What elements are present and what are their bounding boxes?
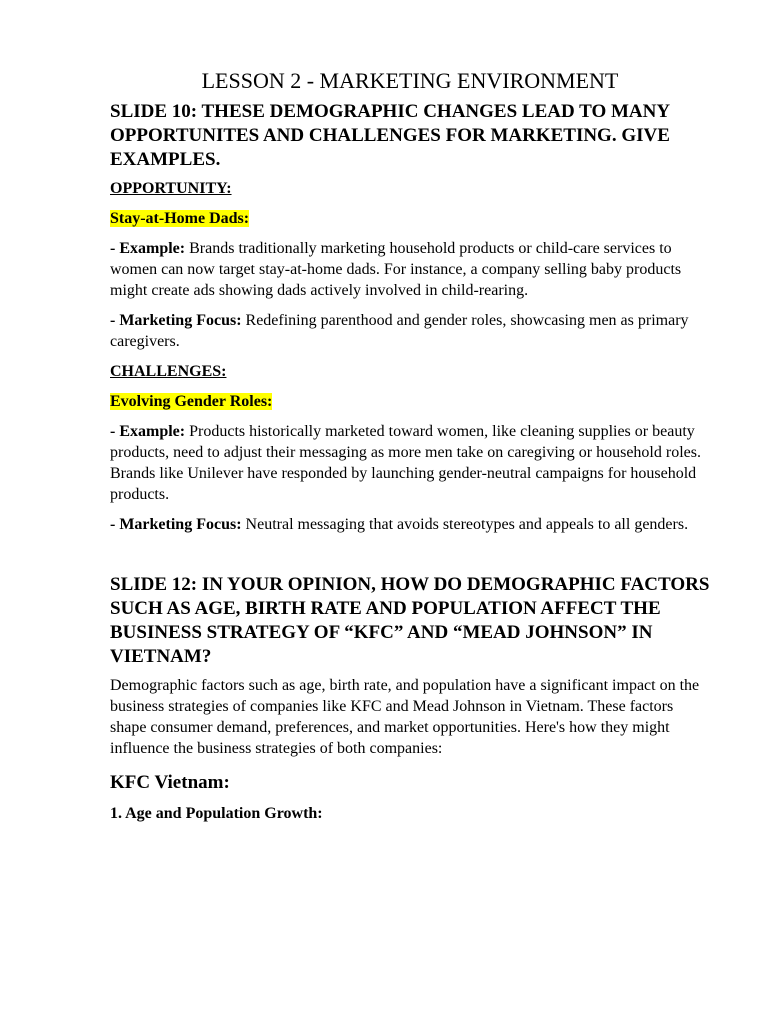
page-title: LESSON 2 - MARKETING ENVIRONMENT <box>201 68 619 93</box>
challenges-focus-text: Neutral messaging that avoids stereotypes and appeals to all genders. <box>241 516 689 533</box>
opportunity-topic: Stay-at-Home Dads: <box>110 210 250 227</box>
challenges-focus <box>110 514 710 535</box>
challenges-topic-paragraph <box>110 391 710 412</box>
document-page <box>110 66 710 833</box>
point-1-heading: 1. Age and Population Growth: <box>110 805 323 822</box>
slide-12-heading: SLIDE 12: IN YOUR OPINION, HOW DO DEMOGRAPHIC FACTORS SUCH AS AGE, BIRTH RATE AND POPULATION AFFECT THE BUSINESS STRATEGY OF “KFC” AND “MEAD JOHNSON” IN VIETNAM? <box>110 574 710 667</box>
opportunity-example-label: - Example: <box>110 240 186 257</box>
opportunity-focus <box>110 310 710 352</box>
opportunity-focus-label: - Marketing Focus: <box>110 312 242 329</box>
opportunity-focus-text: Redefining parenthood and gender roles, showcasing men as primary caregivers. <box>110 312 689 350</box>
opportunity-topic-paragraph <box>110 208 710 229</box>
challenges-example-text: Products historically marketed toward women, like cleaning supplies or beauty products, need to adjust their messaging as more men take on caregiving or household roles. Brands like Unilever have responded by launching gender-neutral campaigns for household products. <box>110 423 701 503</box>
slide-12-intro: Demographic factors such as age, birth rate, and population have a significant impact on the business strategies of companies like KFC and Mead Johnson in Vietnam. These factors shape consumer demand, preferences, and market opportunities. Here's how they might influence the business strategies of both companies: <box>110 677 700 757</box>
opportunity-example <box>110 238 710 301</box>
challenges-focus-label: - Marketing Focus: <box>110 516 242 533</box>
opportunity-label: OPPORTUNITY: <box>110 180 232 197</box>
challenges-topic: Evolving Gender Roles: <box>110 393 273 410</box>
challenges-example <box>110 421 710 505</box>
challenges-label: CHALLENGES: <box>110 363 227 380</box>
slide-10-heading: SLIDE 10: THESE DEMOGRAPHIC CHANGES LEAD TO MANY OPPORTUNITES AND CHALLENGES FOR MARKETING. GIVE EXAMPLES. <box>110 101 670 170</box>
opportunity-label-paragraph <box>110 178 710 199</box>
challenges-example-label: - Example: <box>110 423 186 440</box>
challenges-label-paragraph <box>110 361 710 382</box>
kfc-vietnam-heading: KFC Vietnam: <box>110 772 230 793</box>
opportunity-example-text: Brands traditionally marketing household products or child-care services to women can now target stay-at-home dads. For instance, a company selling baby products might create ads showing dads actively involved in child-rearing. <box>110 240 682 299</box>
